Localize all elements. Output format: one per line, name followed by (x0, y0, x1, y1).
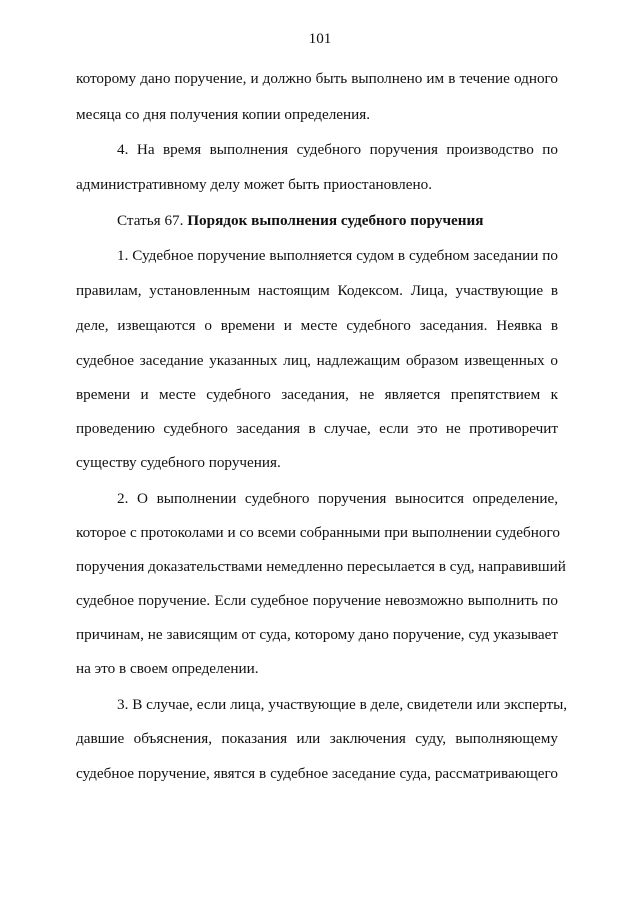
text-line: которому дано поручение, и должно быть выполнено им в течение одного (76, 70, 558, 87)
text-line: судебное поручение, явятся в судебное заседание суда, рассматривающего (76, 765, 558, 782)
text-line: 3. В случае, если лица, участвующие в деле, свидетели или эксперты, (117, 696, 568, 713)
text-line: времени и месте судебного заседания, не является препятствием к (76, 386, 558, 403)
text-line: которое с протоколами и со всеми собранными при выполнении судебного (76, 524, 560, 541)
text-line: проведению судебного заседания в случае, если это не противоречит (76, 420, 558, 437)
text-line: давшие объяснения, показания или заключения суду, выполняющему (76, 730, 558, 747)
text-line: административному делу может быть приостановлено. (76, 176, 433, 193)
text-line: правилам, установленным настоящим Кодексом. Лица, участвующие в (76, 282, 558, 299)
text-line: поручения доказательствами немедленно пересылается в суд, направивший (76, 558, 566, 575)
text-line: на это в своем определении. (76, 660, 259, 677)
text-line: месяца со дня получения копии определения. (76, 106, 371, 123)
text-line: 1. Судебное поручение выполняется судом в судебном заседании по (117, 247, 558, 264)
text-line: 4. На время выполнения судебного поручения производство по (117, 141, 558, 158)
text-line: деле, извещаются о времени и месте судебного заседания. Неявка в (76, 317, 558, 334)
text-line: 2. О выполнении судебного поручения выносится определение, (117, 490, 558, 507)
article-title: Порядок выполнения судебного поручения (187, 212, 484, 229)
page-number: 101 (308, 30, 332, 47)
article-heading (117, 212, 558, 230)
article-prefix: Статья 67. (117, 212, 184, 229)
text-line: судебное заседание указанных лиц, надлежащим образом извещенных о (76, 352, 558, 369)
text-line: судебное поручение. Если судебное поручение невозможно выполнить по (76, 592, 558, 609)
text-line: причинам, не зависящим от суда, которому дано поручение, суд указывает (76, 626, 558, 643)
text-line: существу судебного поручения. (76, 454, 281, 471)
